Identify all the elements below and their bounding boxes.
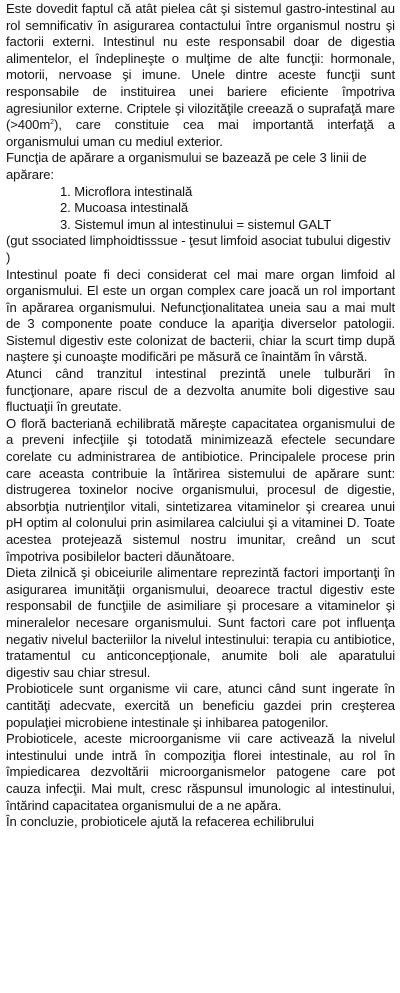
paragraph-diet: Dieta zilnică şi obiceiurile alimentare reprezintă factori importanţi în asigurarea imunităţii organismului, deoarece tractul digestiv este responsabil de funcţiile de asimiliare şi procesare a vitaminelor şi mineralelor necesare organismului. Sunt factori care pot influenţa negativ nivelul bacteriilor la nivelul intestinului: terapia cu antibiotice, tratamentul cu anticoncepţionale, anumite boli ale aparatului digestiv sau chiar stresul. — [6, 565, 395, 680]
paragraph-intro-end: ), care constituie cea mai importantă interfaţă a organismului uman cu mediul exterior. — [6, 117, 395, 149]
list-item-galt: 3. Sistemul imun al intestinului = sistemul GALT — [60, 216, 332, 232]
paragraph-flora: O floră bacteriană echilibrată măreşte capacitatea organismului de a preveni infecţiile şi totodată minimizează efectele secundare corelate cu administrarea de antibiotice. Principalele procese prin care aceasta contribuie la întărirea sistemului de apărare sunt: distrugerea toxinelor nocive organismului, procesul de digestie, absorbţia nutrienţilor vitali, sintetizarea vitaminelor şi crearea unui pH optim al colonului prin asimilarea calciului şi a vitaminei D. Toate acestea protejează sistemul nostru imunitar, creând un scut împotriva posibilelor bacteri dăunătoare. — [6, 415, 395, 564]
paragraph-probiotics-definition: Probioticele sunt organisme vii care, atunci când sunt ingerate în cantităţi adecvate, exercită un beneficiu gazdei prin creşterea populaţiei microbiene intestinale şi inhibarea patogenilor. — [6, 681, 395, 730]
superscript-2: 2 — [50, 119, 54, 127]
paragraph-lymphoid-organ: Intestinul poate fi deci considerat cel mai mare organ limfoid al organismului. El este un organ complex care joacă un rol important în apărarea organismului. Nefuncţionalitatea uneia sau a mai mult de 3 componente poate conduce la apariţia diverselor patologii. Sistemul digestiv este colonizat de bacterii, chiar la scurt timp după naştere şi cunoaşte modificări pe măsură ce înaintăm în vârstă. — [6, 266, 395, 365]
paragraph-defense-lines: Funcţia de apărare a organismului se bazează pe cele 3 linii de apărare: — [6, 150, 367, 182]
paragraph-intro-text: Este dovedit faptul că atât pielea cât şi sistemul gastro-intestinal au rol semnificativ în asigurarea contactului între organismul nostru şi factorii externi. Intestinul nu este responsabil doar de digestia alimentelor, el îndeplineşte o mulţime de alte funcţii: hormonale, motorii, nervoase şi imune. Unele dintre aceste funcţii sunt responsabile de instituirea unei bariere eficiente împotriva agresiunilor externe. Criptele şi vilozităţile creează o suprafaţă mare (>400m — [6, 1, 395, 133]
paragraph-probiotics-role: Probioticele, aceste microorganisme vii care activează la nivelul intestinului unde intră în compoziţia florei intestinale, au rol în împiedicarea dezvoltării microorganismelor patogene care pot cauza infecţii. Mai mult, cresc răspunsul imunologic al intestinului, întărind capacitatea organismului de a ne apăra. — [6, 731, 395, 813]
list-item-mucosa: 2. Mucoasa intestinală — [60, 200, 189, 216]
paragraph-conclusion: În concluzie, probioticele ajută la refacerea echilibrului — [6, 814, 314, 830]
paragraph-transit: Atunci când tranzitul intestinal prezintă unele tulburări în funcţionare, apare riscul de a dezvolta anumite boli digestive sau fluctuaţii în greutate. — [6, 366, 395, 415]
defense-lines-list — [6, 184, 395, 234]
paragraph-galt-definition: (gut ssociated limphoidtisssue - ţesut limfoid asociat tubului digestiv ) — [6, 233, 391, 265]
list-item-microflora: 1. Microflora intestinală — [60, 183, 193, 199]
paragraph-intro — [6, 1, 395, 150]
